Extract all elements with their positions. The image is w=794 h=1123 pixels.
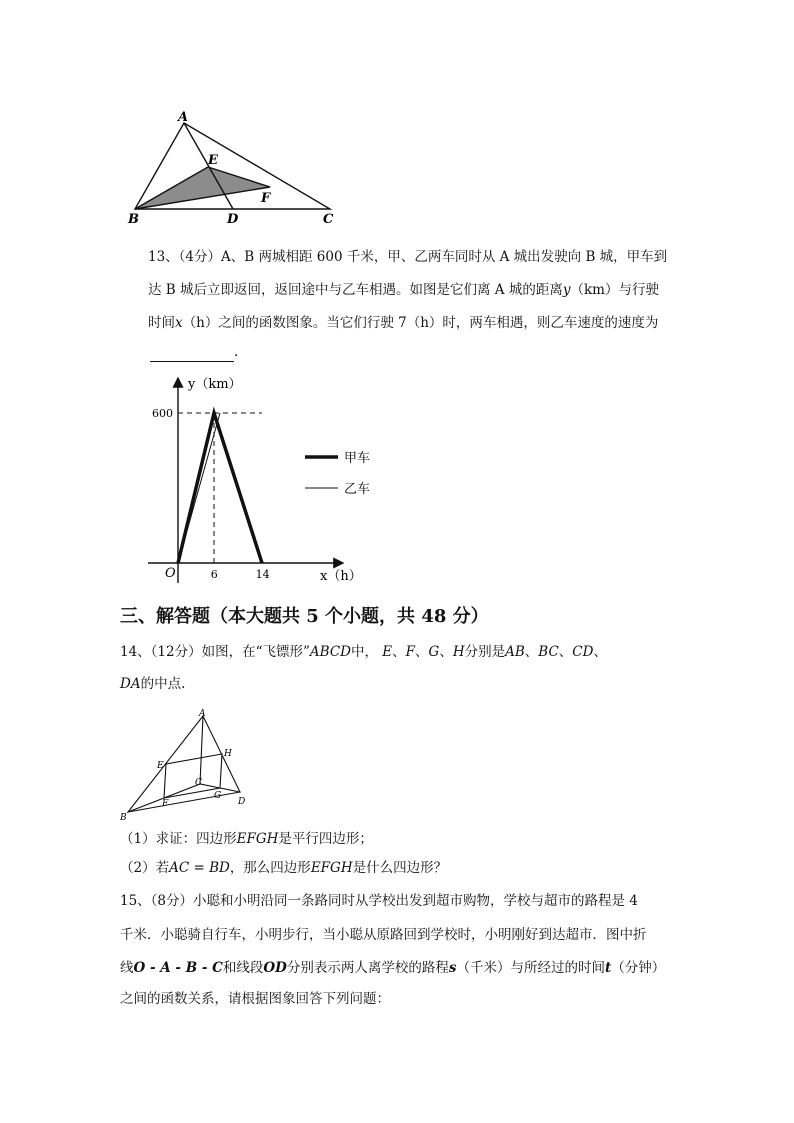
label-a: A — [178, 110, 189, 125]
q15-line-4: 之间的函数关系，请根据图象回答下列问题： — [120, 991, 390, 1007]
diagonal-bd — [128, 792, 240, 812]
q13-line-3: 时间x（h）之间的函数图象。当它们行驶 7（h）时，两车相遇，则乙车速度的速度为 — [148, 315, 659, 331]
q13-line-1: 13、（4分）A、B 两城相距 600 千米，甲、乙两车同时从 A 城出发驶向 B 城，甲车到 — [148, 249, 668, 265]
label-f: F — [261, 191, 271, 206]
fig14-label-e: E — [157, 761, 164, 771]
label-c: C — [323, 212, 334, 227]
answer-blank — [150, 347, 234, 362]
fig14-label-f: F — [162, 799, 169, 809]
fig14-label-h: H — [224, 749, 232, 759]
x-tick-label-1: 14 — [255, 568, 270, 581]
section-heading: 三、解答题（本大题共 5 个小题，共 48 分） — [120, 606, 489, 627]
legend-label-jia: 甲车 — [344, 451, 371, 466]
q14-line-1: 14、（12分）如图，在“飞镖形”ABCD中， E、F、G、H分别是AB、BC、CD、 — [120, 644, 607, 660]
q15-line-3: 线O - A - B - C和线段OD分别表示两人离学校的路程s（千米）与所经过的时间t（分钟） — [120, 960, 666, 976]
q14-part-1: （1）求证：四边形EFGH是平行四边形； — [120, 831, 373, 847]
dart-figure-q14 — [118, 706, 258, 826]
x-tick-label-0: 6 — [210, 568, 218, 581]
q15-line-2: 千米．小聪骑自行车，小明步行，当小聪从原路回到学校时，小明刚好到达超市．图中折 — [120, 927, 647, 943]
fig14-label-b: B — [120, 813, 127, 823]
label-d: D — [227, 212, 239, 227]
q13-line-2: 达 B 城后立即返回，返回途中与乙车相遇。如图是它们离 A 城的距离y（km）与行驶 — [148, 282, 659, 298]
q15-line-1: 15、（8分）小聪和小明沿同一条路同时从学校出发到超市购物，学校与超市的路程是 4 — [120, 893, 638, 909]
fig14-label-g: G — [214, 791, 222, 801]
diagonal-ac — [200, 716, 203, 784]
label-b: B — [128, 212, 139, 227]
triangle-figure-q12 — [120, 108, 350, 230]
q14-line-2: DA的中点. — [120, 676, 186, 692]
y-tick-label-0: 600 — [152, 407, 173, 420]
distance-time-chart — [138, 368, 398, 593]
fig14-label-c: C — [195, 778, 202, 788]
series-line-0 — [178, 413, 262, 563]
fig14-label-a: A — [199, 709, 206, 719]
legend-label-yi: 乙车 — [344, 482, 371, 497]
y-axis-label: y（km） — [188, 377, 242, 392]
q14-part-2: （2）若AC = BD，那么四边形EFGH是什么四边形？ — [120, 860, 448, 876]
x-axis-label: x（h） — [320, 569, 362, 584]
fig14-label-d: D — [238, 797, 246, 807]
origin-label: O — [165, 566, 176, 581]
label-e: E — [208, 153, 218, 168]
dart-abcd — [128, 716, 240, 812]
q13-answer-line: . — [148, 342, 238, 362]
